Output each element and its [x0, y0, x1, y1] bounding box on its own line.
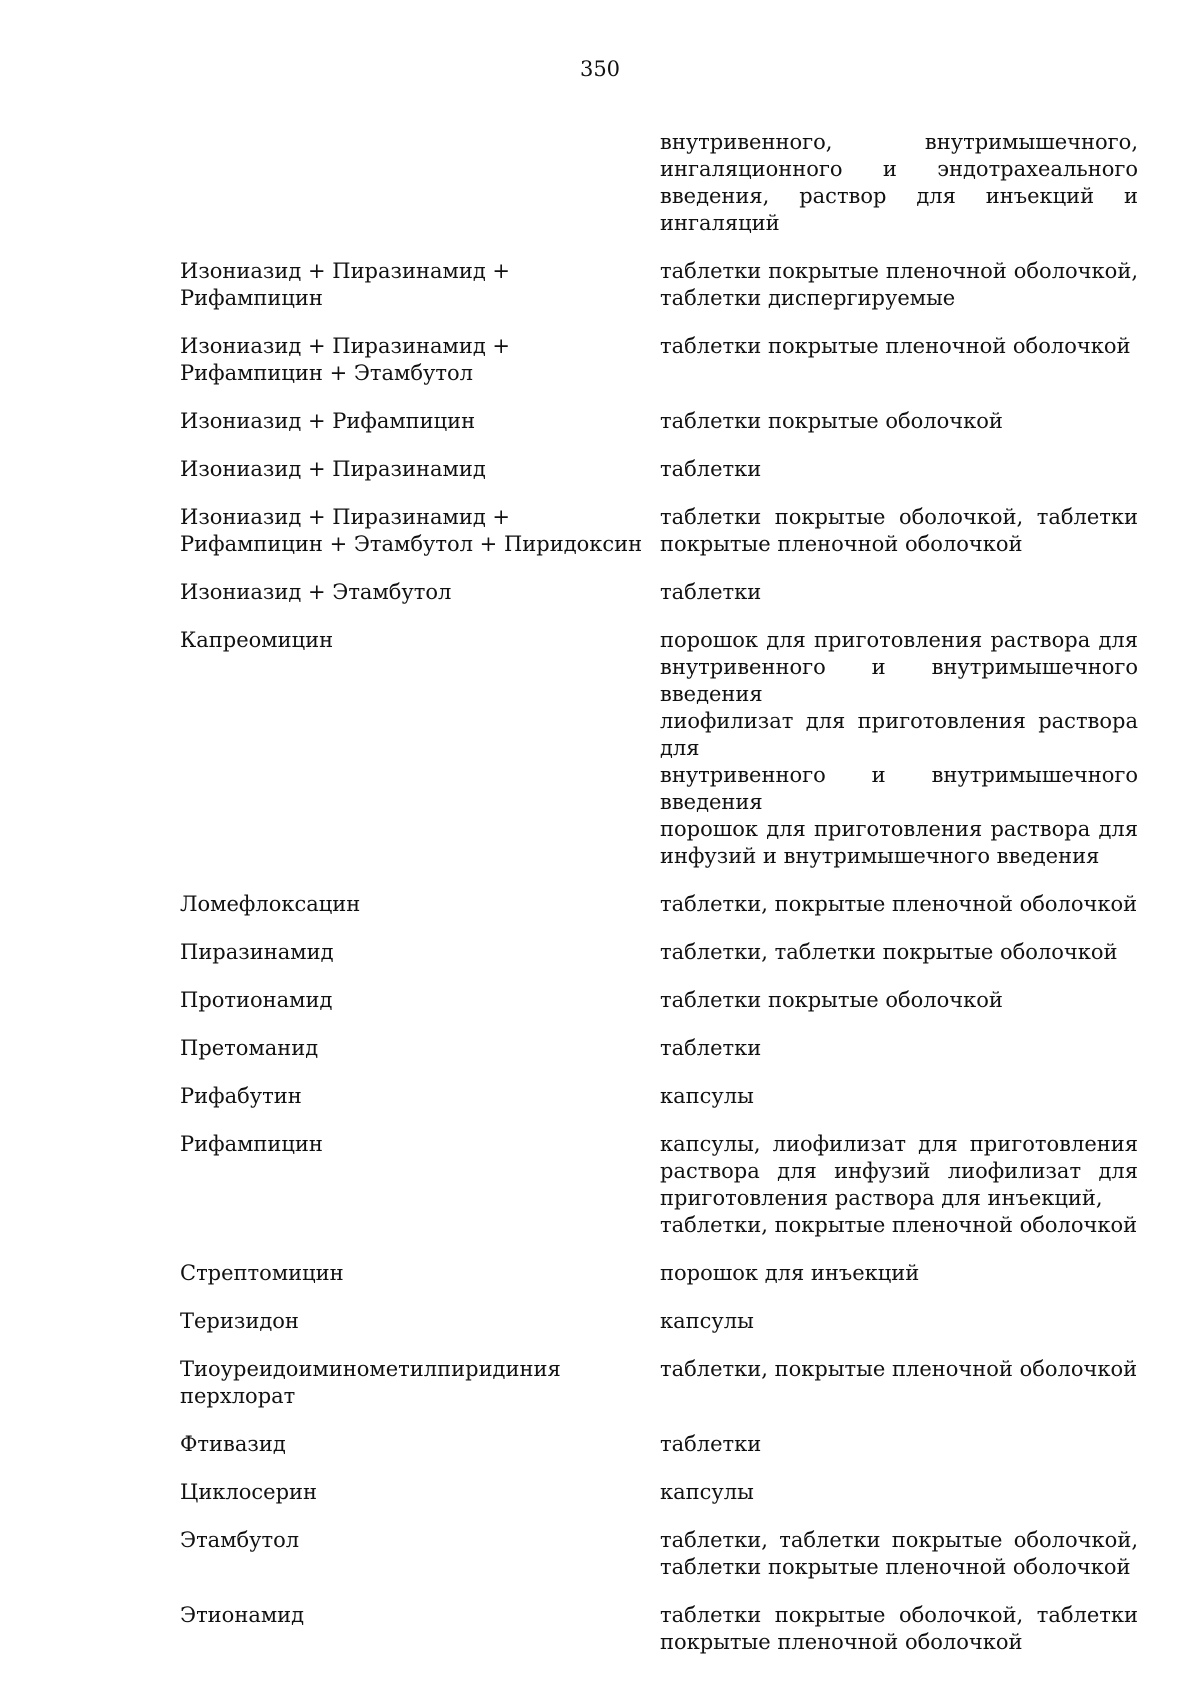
table-row [180, 579, 1138, 606]
dosage-form [660, 1308, 1138, 1335]
drug-name: Протионамид [180, 988, 333, 1012]
table-row [180, 1356, 1138, 1410]
dosage-form-line: таблетки диспергируемые [660, 286, 956, 310]
dosage-form [660, 333, 1138, 387]
dosage-form [660, 408, 1138, 435]
dosage-form [660, 1602, 1138, 1656]
dosage-form [660, 504, 1138, 558]
dosage-form-line: раствора для инфузий лиофилизат для [660, 1159, 1138, 1183]
dosage-form-line: приготовления раствора для инъекций, [660, 1186, 1103, 1210]
table-row [180, 1083, 1138, 1110]
drug-name: Теризидон [180, 1309, 299, 1333]
drug-name: Тиоуреидоиминометилпиридиния перхлорат [180, 1357, 561, 1408]
drug-name: Циклосерин [180, 1480, 318, 1504]
dosage-form [660, 1527, 1138, 1581]
page-number: 350 [579, 57, 621, 81]
dosage-form-line: капсулы [660, 1309, 754, 1333]
dosage-form-line: таблетки покрытые оболочкой [660, 988, 1003, 1012]
dosage-form-line: введения, раствор для инъекций и ингаляций [660, 184, 1138, 235]
dosage-form-line: капсулы, лиофилизат для приготовления [660, 1132, 1138, 1156]
dosage-form-line: внутривенного и внутримышечного введения [660, 655, 1138, 706]
dosage-form-line: таблетки покрытые пленочной оболочкой [660, 1555, 1131, 1579]
dosage-form-line: таблетки покрытые пленочной оболочкой, [660, 259, 1138, 283]
dosage-form-line: внутривенного, внутримышечного, [660, 130, 1138, 154]
dosage-form-line: таблетки, таблетки покрытые оболочкой [660, 940, 1118, 964]
table-row [180, 258, 1138, 312]
drug-name: Изониазид + Этамбутол [180, 580, 452, 604]
dosage-form [660, 1035, 1138, 1062]
dosage-form-line: внутривенного и внутримышечного введения [660, 763, 1138, 814]
dosage-form-line: порошок для приготовления раствора для [660, 817, 1138, 841]
table-row [180, 891, 1138, 918]
dosage-form-line: капсулы [660, 1084, 754, 1108]
drug-name: Изониазид + Пиразинамид + Рифампицин + Этамбутол [180, 334, 511, 385]
table-row [180, 129, 1138, 237]
dosage-form-line: таблетки [660, 1432, 762, 1456]
drug-name: Этионамид [180, 1603, 305, 1627]
dosage-form [660, 939, 1138, 966]
dosage-form [660, 129, 1138, 237]
dosage-form [660, 258, 1138, 312]
table-row [180, 408, 1138, 435]
dosage-form [660, 987, 1138, 1014]
table-row [180, 1035, 1138, 1062]
table-row [180, 1602, 1138, 1656]
table-row [180, 987, 1138, 1014]
drug-name: Претоманид [180, 1036, 319, 1060]
dosage-form-line: таблетки покрытые оболочкой [660, 409, 1003, 433]
drug-name: Изониазид + Рифампицин [180, 409, 476, 433]
dosage-form [660, 579, 1138, 606]
drug-table [180, 129, 1138, 1677]
dosage-form [660, 456, 1138, 483]
table-row [180, 627, 1138, 870]
dosage-form-line: лиофилизат для приготовления раствора для [660, 709, 1138, 760]
dosage-form-line: покрытые пленочной оболочкой [660, 532, 1023, 556]
dosage-form [660, 1356, 1138, 1410]
dosage-form-line: таблетки [660, 457, 762, 481]
dosage-form [660, 891, 1138, 918]
dosage-form [660, 627, 1138, 870]
table-row [180, 1260, 1138, 1287]
dosage-form-line: таблетки покрытые оболочкой, таблетки [660, 1603, 1138, 1627]
dosage-form-line: таблетки покрытые пленочной оболочкой [660, 334, 1131, 358]
dosage-form [660, 1260, 1138, 1287]
dosage-form-line: таблетки, покрытые пленочной оболочкой [660, 892, 1138, 916]
drug-name: Рифабутин [180, 1084, 302, 1108]
dosage-form-line: ингаляционного и эндотрахеального [660, 157, 1138, 181]
drug-name: Стрептомицин [180, 1261, 344, 1285]
dosage-form [660, 1131, 1138, 1239]
dosage-form-line: таблетки, покрытые пленочной оболочкой [660, 1213, 1138, 1237]
drug-name: Фтивазид [180, 1432, 286, 1456]
dosage-form-line: капсулы [660, 1480, 754, 1504]
dosage-form [660, 1431, 1138, 1458]
dosage-form-line: порошок для инъекций [660, 1261, 920, 1285]
table-row [180, 939, 1138, 966]
table-row [180, 333, 1138, 387]
drug-name [180, 129, 652, 237]
drug-name: Изониазид + Пиразинамид + Рифампицин + Этамбутол + Пиридоксин [180, 505, 643, 556]
table-row [180, 1308, 1138, 1335]
drug-name: Этамбутол [180, 1528, 300, 1552]
drug-name: Изониазид + Пиразинамид [180, 457, 486, 481]
dosage-form-line: таблетки, таблетки покрытые оболочкой, [660, 1528, 1138, 1552]
drug-name: Рифампицин [180, 1132, 323, 1156]
drug-name: Ломефлоксацин [180, 892, 361, 916]
dosage-form-line: таблетки, покрытые пленочной оболочкой [660, 1357, 1138, 1381]
drug-name: Капреомицин [180, 628, 334, 652]
dosage-form-line: таблетки покрытые оболочкой, таблетки [660, 505, 1138, 529]
table-row [180, 1479, 1138, 1506]
drug-name: Пиразинамид [180, 940, 334, 964]
table-row [180, 1527, 1138, 1581]
drug-name: Изониазид + Пиразинамид + Рифампицин [180, 259, 511, 310]
dosage-form-line: инфузий и внутримышечного введения [660, 844, 1100, 868]
dosage-form-line: порошок для приготовления раствора для [660, 628, 1138, 652]
dosage-form [660, 1479, 1138, 1506]
dosage-form-line: покрытые пленочной оболочкой [660, 1630, 1023, 1654]
table-row [180, 1131, 1138, 1239]
dosage-form-line: таблетки [660, 580, 762, 604]
dosage-form [660, 1083, 1138, 1110]
table-row [180, 456, 1138, 483]
table-row [180, 504, 1138, 558]
dosage-form-line: таблетки [660, 1036, 762, 1060]
table-row [180, 1431, 1138, 1458]
